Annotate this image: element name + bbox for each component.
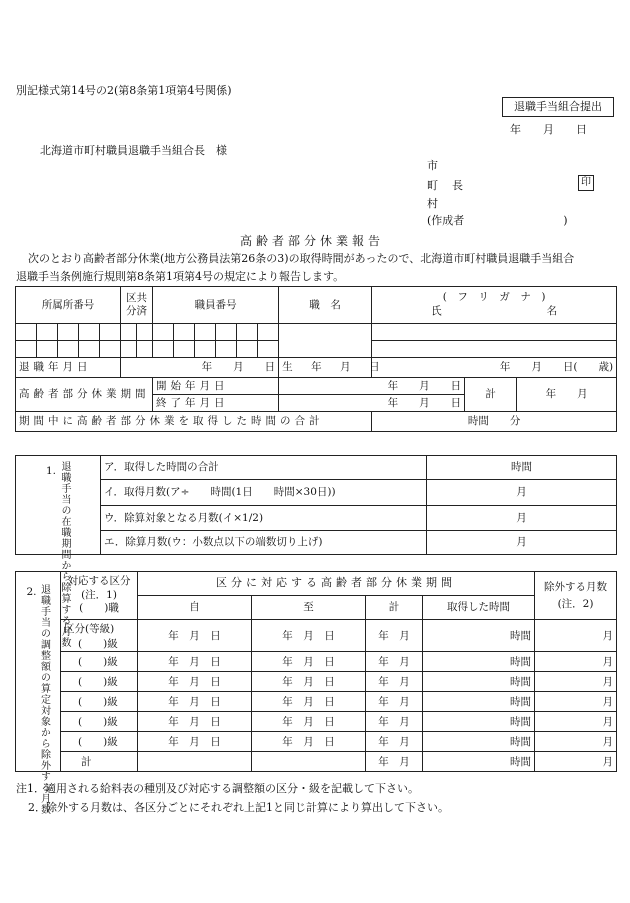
to-header: 至 xyxy=(252,596,366,620)
name-cell[interactable] xyxy=(372,341,617,358)
jogai-header: 除外する月数 (注．2) xyxy=(535,572,617,620)
kubun-header: 区共 分済 xyxy=(121,287,153,324)
row-a-label: ア．取得した時間の合計 xyxy=(101,456,427,480)
retire-date-label: 退職年月日 xyxy=(16,358,121,378)
section-2-heading: 2. 退職手当の調整額の算定対象から除外する月数 xyxy=(16,572,61,772)
kei-cell[interactable]: 年 月 xyxy=(366,620,423,652)
kei-header: 計 xyxy=(366,596,423,620)
taken-header: 取得した時間 xyxy=(423,596,535,620)
preparer: (作成者 ) xyxy=(427,214,568,227)
kyu-cell[interactable]: ( )級 xyxy=(61,652,138,672)
sum-value[interactable]: 時間 分 xyxy=(372,412,617,432)
position-cell[interactable] xyxy=(279,324,372,358)
kubun-cell[interactable] xyxy=(121,324,137,341)
applicant-shi: 市 xyxy=(427,159,438,172)
kyu-cell[interactable]: ( )級 xyxy=(61,692,138,712)
kyu-cell[interactable]: ( )級 xyxy=(61,732,138,752)
applicant-mura: 村 xyxy=(427,197,438,210)
period-heading: 区分に対応する高齢者部分休業期間 xyxy=(138,572,535,596)
submit-label: 退職手当組合提出 xyxy=(514,100,602,113)
row-a-value[interactable]: 時間 xyxy=(427,456,617,480)
row-e-value[interactable]: 月 xyxy=(427,531,617,555)
end-label: 終了年月日 xyxy=(153,395,279,412)
section-1-heading: 1. 退職手当の在職期間から除算する月数 xyxy=(16,456,101,555)
dept-no-cell[interactable] xyxy=(16,324,37,341)
applicant-cho-title: 長 xyxy=(452,179,463,192)
end-value[interactable]: 年 月 日 xyxy=(279,395,465,412)
start-value[interactable]: 年 月 日 xyxy=(279,378,465,395)
date-line: 年 月 日 xyxy=(510,123,587,136)
furigana-cell[interactable] xyxy=(372,324,617,341)
to-cell[interactable]: 年 月 日 xyxy=(252,620,366,652)
applicant-cho: 町 xyxy=(427,179,438,192)
row-i-label: イ．取得月数(ア÷ 時間(1日 時間×30日)) xyxy=(101,480,427,506)
row-e-label: エ．除算月数(ウ：小数点以下の端数切り上げ) xyxy=(101,531,427,555)
intro-line-1: 次のとおり高齢者部分休業(地方公務員法第26条の3)の取得時間があったので、北海道市町村職員退職手当組合 xyxy=(28,252,575,265)
retire-date-value[interactable]: 年 月 日 xyxy=(121,358,279,378)
adjustment-table: 2. 退職手当の調整額の算定対象から除外する月数 対応する区分 (注．1) ( )職 区分に対応する高齢者部分休業期間 除外する月数 (注．2) 自 至 計 取得した時間 区分(等級) ( )級 年 月 日 年 月 日 年 月 時間 月 ( )級 年 月 日 年 月 日 年 月 時間 月 ( )級 年 月 日 年 月 日 年 月 時間 月 ( )級 年 月 日 年 月 日 年 月 時間 月 ( )級 年 月 日 年 月 日 年 月 時間 月 ( )級 年 月 日 年 月 日 年 月 時間 月 計 年 月 時間 月 xyxy=(15,571,617,772)
birth-value[interactable]: 年 月 日( 歳) xyxy=(372,358,617,378)
kyu-cell-1[interactable]: 区分(等級) ( )級 xyxy=(61,620,138,652)
birth-label: 生 年 月 日 xyxy=(279,358,372,378)
form-id: 別記様式第14号の2(第8条第1項第4号関係) xyxy=(16,84,232,97)
page-title: 高齢者部分休業報告 xyxy=(240,234,385,248)
addressee: 北海道市町村職員退職手当組合長 様 xyxy=(40,144,227,157)
start-label: 開始年月日 xyxy=(153,378,279,395)
staff-no-header: 職員番号 xyxy=(153,287,279,324)
personal-info-table xyxy=(15,286,617,432)
row-u-value[interactable]: 月 xyxy=(427,506,617,531)
from-header: 自 xyxy=(138,596,252,620)
intro-line-2: 退職手当条例施行規則第8条第1項第4号の規定により報告します。 xyxy=(16,270,345,283)
taiou-header: 対応する区分 (注．1) ( )職 xyxy=(61,572,138,620)
total-value[interactable]: 年 月 xyxy=(517,378,617,412)
seal-icon: 印 xyxy=(578,175,594,191)
kyu-cell[interactable]: ( )級 xyxy=(61,712,138,732)
taken-cell[interactable]: 時間 xyxy=(423,620,535,652)
kyu-cell[interactable]: ( )級 xyxy=(61,672,138,692)
position-header: 職 名 xyxy=(279,287,372,324)
total-label: 計 xyxy=(61,752,138,772)
row-i-value[interactable]: 月 xyxy=(427,480,617,506)
total-taken[interactable]: 時間 xyxy=(423,752,535,772)
name-header: ( フ リ ガ ナ ) 氏 名 xyxy=(372,287,617,324)
row-u-label: ウ．除算対象となる月数(イ×1/2) xyxy=(101,506,427,531)
submit-box xyxy=(502,97,614,117)
sum-label: 期間中に高齢者部分休業を取得した時間の合計 xyxy=(16,412,372,432)
period-label: 高齢者部分休業期間 xyxy=(16,378,153,412)
total-kei[interactable]: 年 月 xyxy=(366,752,423,772)
note-1: 注1．適用される給料表の種別及び対応する調整額の区分・級を記載して下さい。 xyxy=(16,782,419,795)
jogai-cell[interactable]: 月 xyxy=(535,620,617,652)
total-label: 計 xyxy=(465,378,517,412)
total-jogai[interactable]: 月 xyxy=(535,752,617,772)
staff-no-cell[interactable] xyxy=(153,324,174,341)
note-2: 2．除外する月数は、各区分ごとにそれぞれ上記1と同じ計算により算出して下さい。 xyxy=(28,801,449,814)
dept-no-header: 所属所番号 xyxy=(16,287,121,324)
from-cell[interactable]: 年 月 日 xyxy=(138,620,252,652)
